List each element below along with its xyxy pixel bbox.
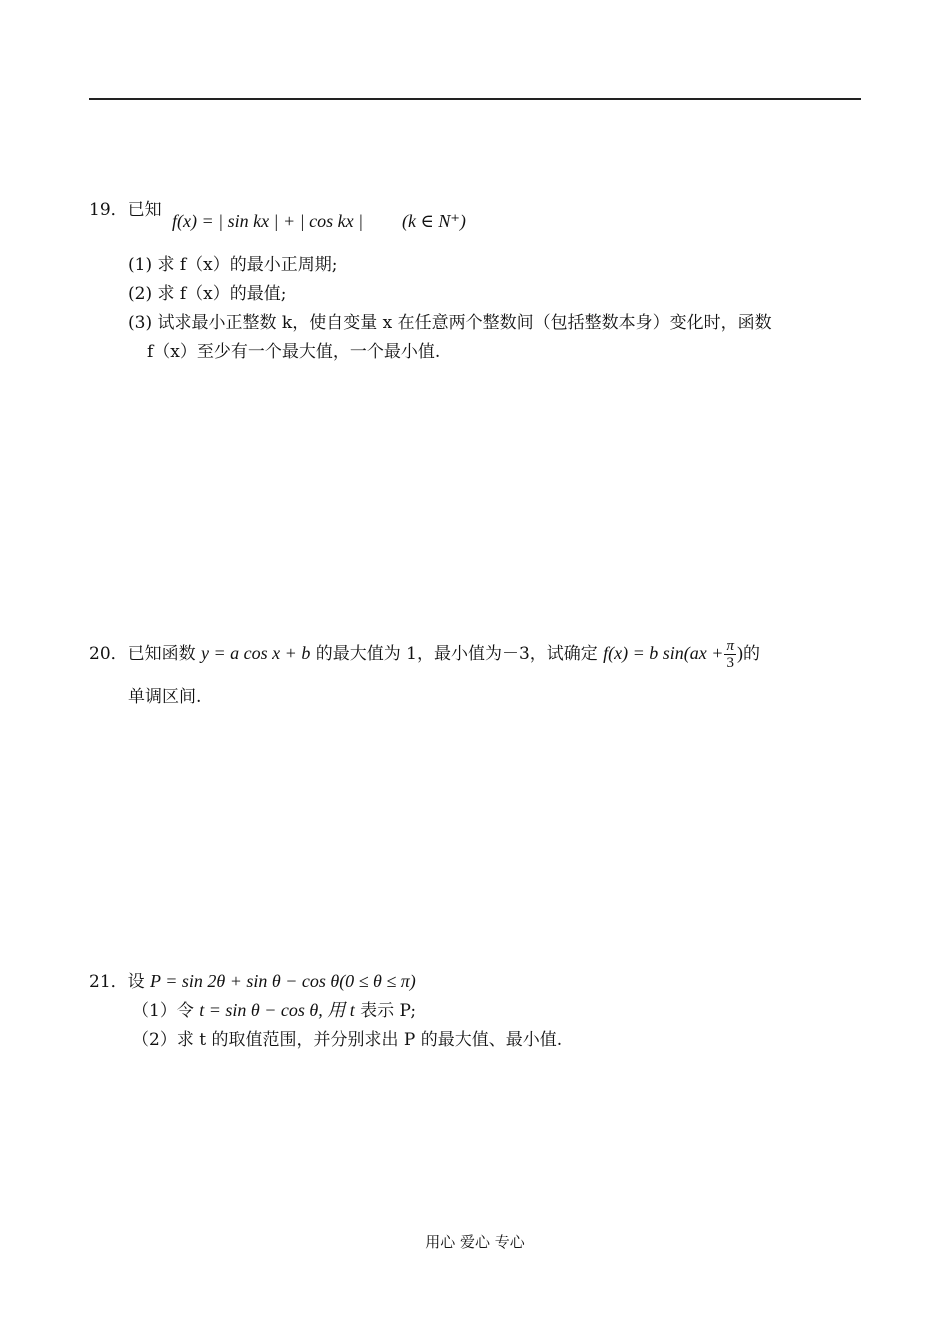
q20-fraction [724,638,736,671]
q21-part1 [132,999,416,1022]
q20-text-b: 的最大值为 1，最小值为－3，试确定 [315,644,598,664]
q20-number: 20． [89,644,128,664]
q20-text-c: 的 [742,644,760,664]
q19-formula: f(x) = | sin kx | + | cos kx | [172,211,364,231]
q19-intro: 已知 [127,200,162,220]
q20-formula-a: y = a cos x + b [201,643,311,663]
page-footer: 用心 爱心 专心 [425,1233,525,1251]
q21-number: 21． [89,972,128,992]
q21-stem [89,970,416,993]
q20-frac-num: π [726,638,734,654]
q19-part3-line1: (3) 试求最小正整数 k，使自变量 x 在任意两个整数间（包括整数本身）变化时，函数 [128,313,772,333]
q21-part1-formula: t = sin θ − cos θ, 用 t [199,1000,355,1020]
q19-condition: (k ∈ N⁺) [402,211,466,231]
q21-part1-tail: 表示 P; [360,1001,417,1021]
q19-part2: (2) 求 f（x）的最值; [128,284,287,304]
q20-stem [89,638,760,671]
q20-text-a: 已知函数 [127,644,196,664]
q20-formula-b-close: ) [736,643,743,663]
q20-line2: 单调区间. [128,687,202,707]
header-rule [89,98,861,100]
q19-stem [89,199,162,221]
q21-formula: P = sin 2θ + sin θ − cos θ(0 ≤ θ ≤ π) [150,971,416,991]
q20-frac-den: 3 [726,655,734,671]
q20-formula-b: f(x) = b sin(ax + [603,643,724,663]
q19-number: 19． [89,200,128,220]
q21-intro: 设 [127,972,145,992]
q19-part1: (1) 求 f（x）的最小正周期; [128,255,338,275]
q19-part3-line2: f（x）至少有一个最大值，一个最小值. [147,342,441,362]
q21-part1-label: （1）令 [132,1001,194,1021]
q21-part2: （2）求 t 的取值范围，并分别求出 P 的最大值、最小值. [132,1030,563,1050]
q19-formula-line [172,210,466,232]
